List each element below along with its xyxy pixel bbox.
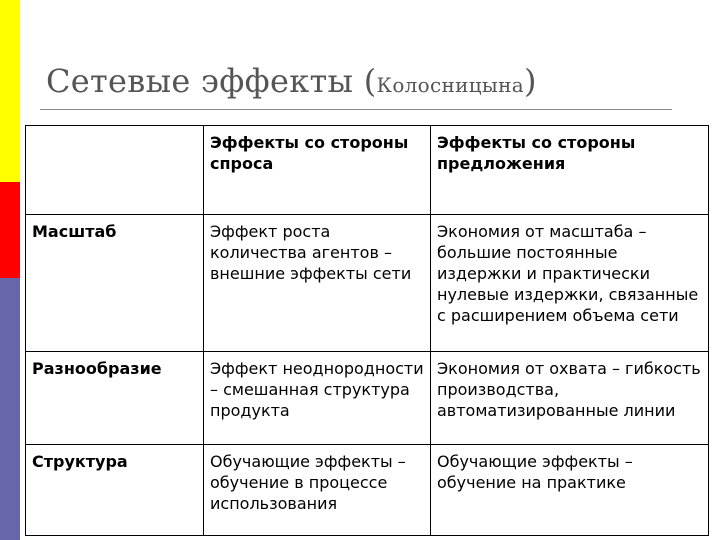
- cell-supply-structure: Обучающие эффекты – обучение на практике: [431, 445, 709, 536]
- row-label-variety: Разнообразие: [26, 352, 204, 445]
- table-header-row: [26, 126, 709, 215]
- table-row: [26, 352, 709, 445]
- cell-demand-scale: Эффект роста количества агентов – внешние эффекты сети: [204, 215, 431, 352]
- table-row: [26, 215, 709, 352]
- slide-title-main: Сетевые эффекты (: [46, 62, 377, 100]
- table-row: [26, 445, 709, 536]
- cell-supply-scale: Экономия от масштаба – большие постоянные издержки и практически нулевые издержки, связанные с расширением объема сети: [431, 215, 709, 352]
- row-label-scale: Масштаб: [26, 215, 204, 352]
- row-label-structure: Структура: [26, 445, 204, 536]
- header-cell-demand: Эффекты со стороны спроса: [204, 126, 431, 215]
- effects-table: [25, 125, 709, 536]
- header-cell-supply: Эффекты со стороны предложения: [431, 126, 709, 215]
- slide-title-close: ): [524, 62, 537, 100]
- title-underline: [40, 109, 672, 110]
- accent-stripe-red: [0, 182, 20, 278]
- accent-stripe-blue: [0, 278, 20, 540]
- cell-demand-structure: Обучающие эффекты – обучение в процессе использования: [204, 445, 431, 536]
- cell-supply-variety: Экономия от охвата – гибкость производства, автоматизированные линии: [431, 352, 709, 445]
- slide-title: [46, 62, 537, 100]
- header-cell-empty: [26, 126, 204, 215]
- slide-title-author: Колосницына: [376, 73, 525, 97]
- cell-demand-variety: Эффект неоднородности – смешанная структура продукта: [204, 352, 431, 445]
- accent-stripe-yellow: [0, 0, 20, 182]
